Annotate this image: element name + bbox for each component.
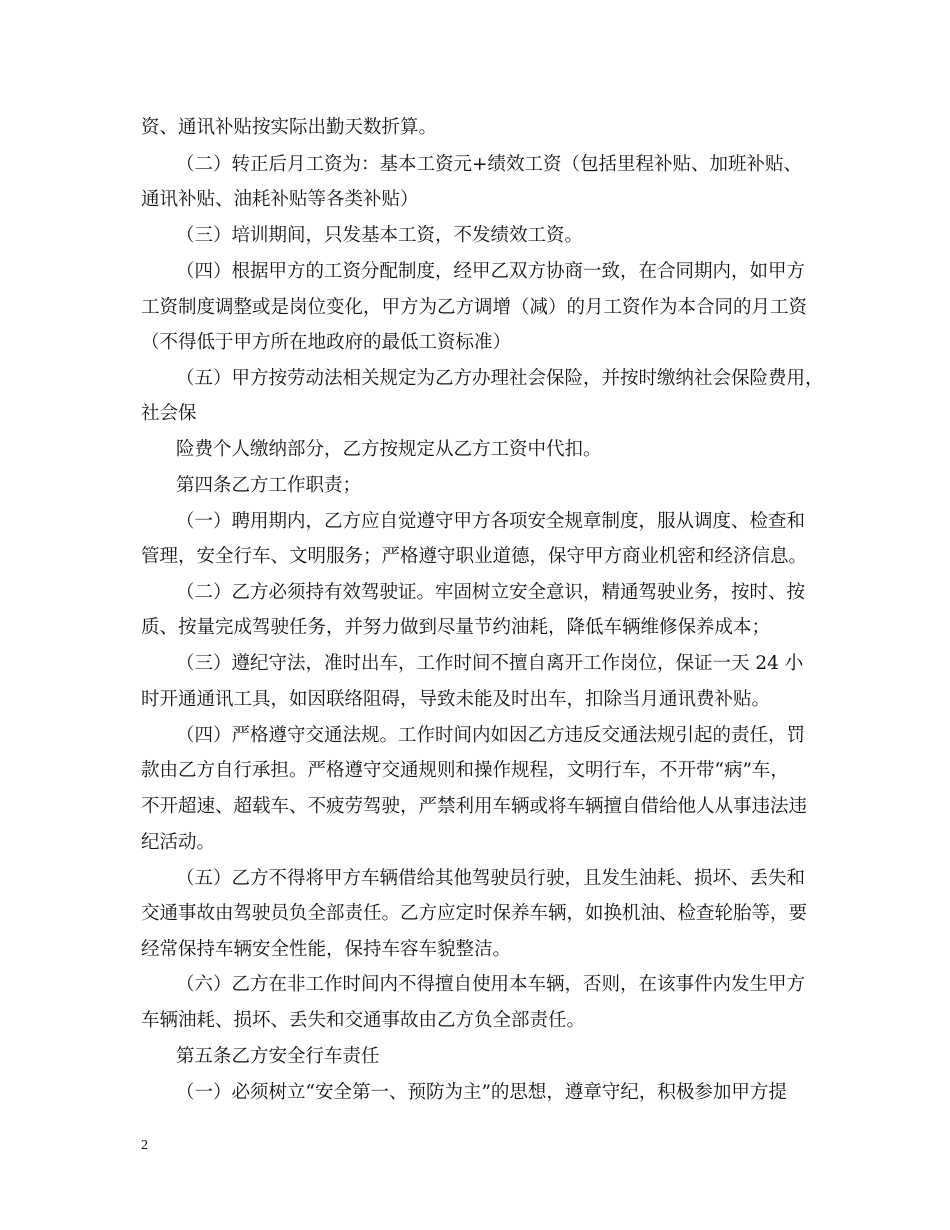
text-line: 社会保 bbox=[141, 403, 197, 424]
text-line: 交通事故由驾驶员负全部责任。乙方应定时保养车辆，如换机油、检查轮胎等，要 bbox=[141, 903, 808, 924]
text-line: （三）培训期间，只发基本工资，不发绩效工资。 bbox=[176, 225, 584, 246]
section-heading: 第五条乙方安全行车责任 bbox=[176, 1046, 380, 1067]
text-line: 通讯补贴、油耗补贴等各类补贴） bbox=[141, 189, 419, 210]
text-line: （五）乙方不得将甲方车辆借给其他驾驶员行驶，且发生油耗、损坏、丢失和 bbox=[176, 868, 806, 889]
text-line: 不开超速、超载车、不疲劳驾驶，严禁利用车辆或将车辆擅自借给他人从事违法违 bbox=[141, 796, 808, 817]
text-line: 纪活动。 bbox=[141, 832, 216, 853]
text-line: （五）甲方按劳动法相关规定为乙方办理社会保险，并按时缴纳社会保险费用， bbox=[176, 368, 824, 389]
text-line: 车辆油耗、损坏、丢失和交通事故由乙方负全部责任。 bbox=[141, 1010, 586, 1031]
text-line: 资、通讯补贴按实际出勤天数折算。 bbox=[141, 117, 438, 138]
text-line: （三）遵纪守法，准时出车，工作时间不擅自离开工作岗位，保证一天 24 小 bbox=[176, 653, 804, 674]
text-line: （六）乙方在非工作时间内不得擅自使用本车辆，否则，在该事件内发生甲方 bbox=[176, 974, 806, 995]
section-heading: 第四条乙方工作职责； bbox=[176, 475, 362, 496]
text-line: （四）根据甲方的工资分配制度，经甲乙双方协商一致，在合同期内，如甲方 bbox=[176, 261, 806, 282]
text-line: 管理，安全行车、文明服务；严格遵守职业道德，保守甲方商业机密和经济信息。 bbox=[141, 546, 808, 567]
text-line: （一）聘用期内，乙方应自觉遵守甲方各项安全规章制度，服从调度、检查和 bbox=[176, 511, 806, 532]
text-line: 险费个人缴纳部分，乙方按规定从乙方工资中代扣。 bbox=[176, 439, 602, 460]
text-line: 质、按量完成驾驶任务，并努力做到尽量节约油耗，降低车辆维修保养成本； bbox=[141, 617, 771, 638]
page-number: 2 bbox=[141, 1138, 148, 1153]
text-line: （二）转正后月工资为：基本工资元+绩效工资（包括里程补贴、加班补贴、 bbox=[176, 154, 803, 175]
text-line: （不得低于甲方所在地政府的最低工资标准） bbox=[141, 332, 512, 353]
text-line: 时开通通讯工具，如因联络阻碍，导致未能及时出车，扣除当月通讯费补贴。 bbox=[141, 689, 771, 710]
text-line: 款由乙方自行承担。严格遵守交通规则和操作规程，文明行车，不开带“病”车， bbox=[141, 760, 789, 781]
text-line: （一）必须树立“安全第一、预防为主”的思想，遵章守纪，积极参加甲方提 bbox=[176, 1082, 787, 1103]
text-line: 工资制度调整或是岗位变化，甲方为乙方调增（减）的月工资作为本合同的月工资 bbox=[141, 297, 808, 318]
text-line: 经常保持车辆安全性能，保持车容车貌整洁。 bbox=[141, 939, 512, 960]
text-line: （二）乙方必须持有效驾驶证。牢固树立安全意识，精通驾驶业务，按时、按 bbox=[176, 582, 806, 603]
text-line: （四）严格遵守交通法规。工作时间内如因乙方违反交通法规引起的责任，罚 bbox=[176, 725, 806, 746]
